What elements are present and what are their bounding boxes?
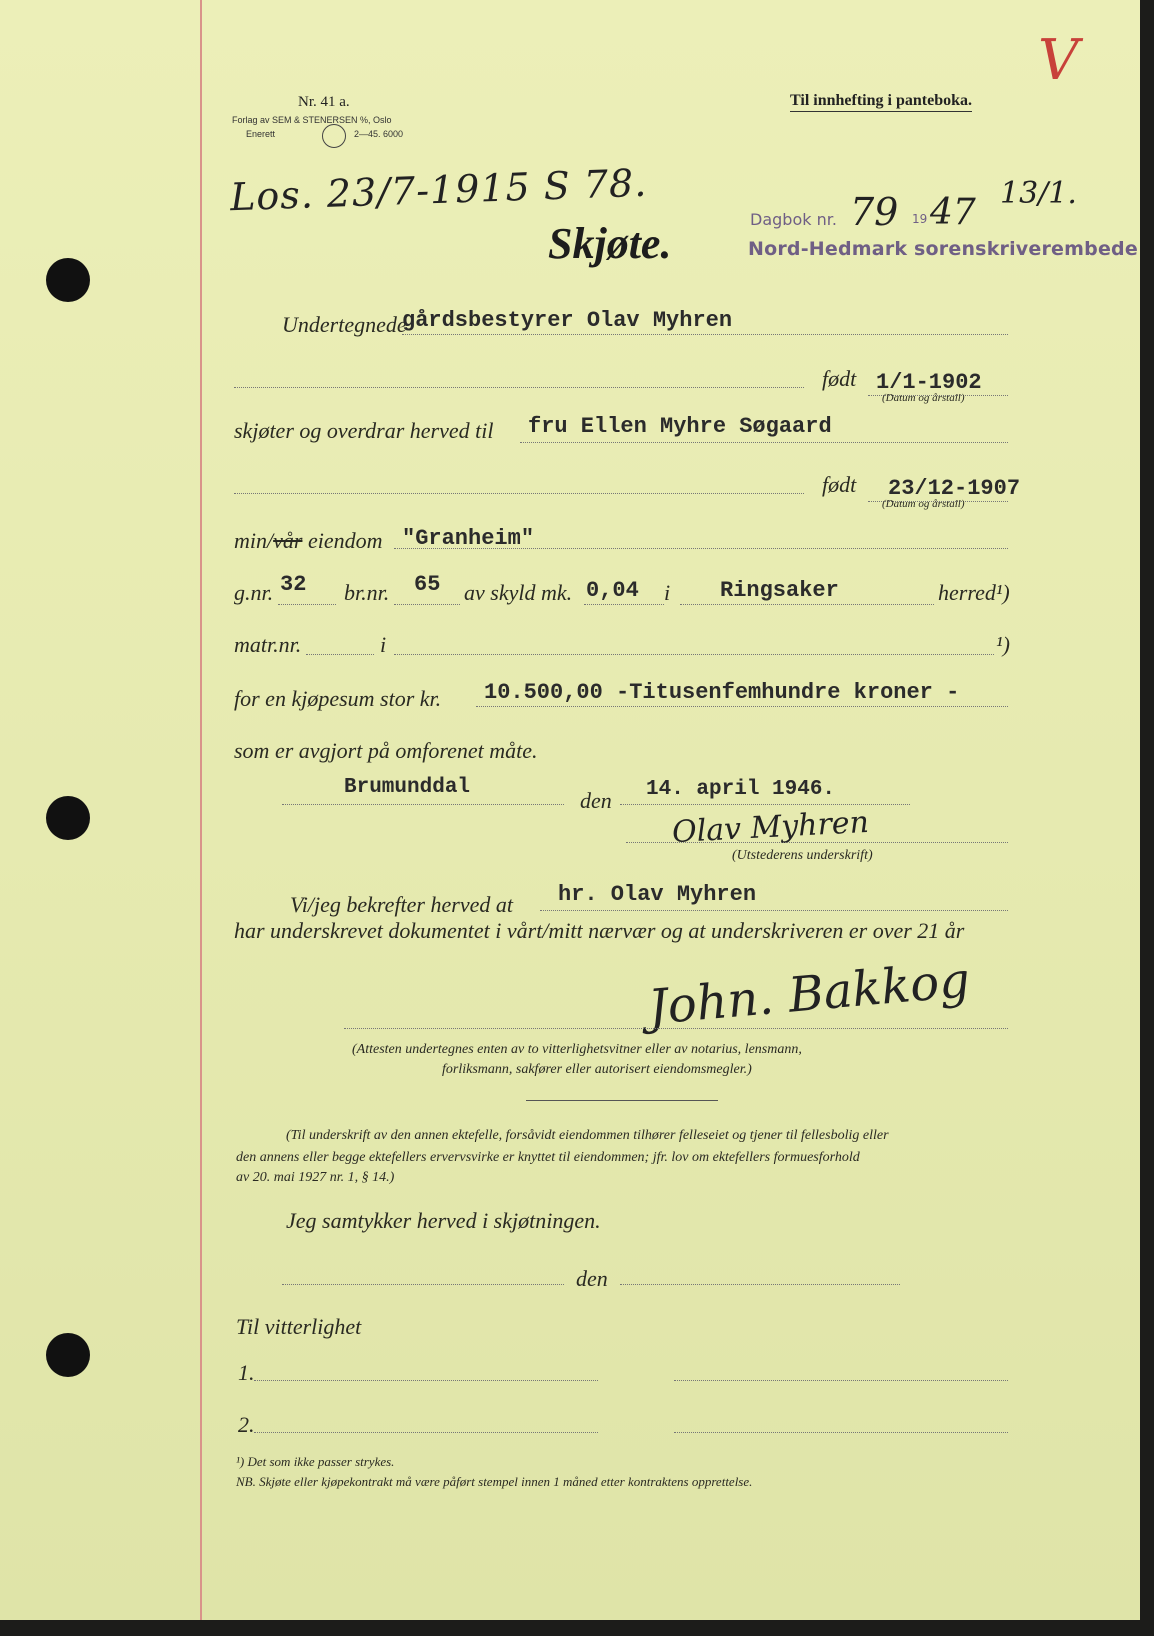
stamp-year-prefix: 19	[912, 212, 928, 226]
matr-line	[306, 654, 374, 655]
buyer-born-date: 23/12-1907	[888, 476, 1021, 501]
buyer-born-label: født	[822, 472, 857, 497]
spouse-consent: Jeg samtykker herved i skjøtningen.	[286, 1208, 601, 1233]
issuer-signature-line	[626, 842, 1008, 843]
witness-label: Vi/jeg bekrefter herved at	[290, 892, 513, 917]
vitterlighet-item-2: 2.	[238, 1412, 255, 1437]
herred-value: Ringsaker	[720, 578, 839, 603]
witness-note-line2: forliksmann, sakfører eller autorisert eiendomsmegler.)	[442, 1062, 752, 1077]
gnr-value: 32	[280, 572, 307, 597]
handwritten-reference: Los. 23/7-1915 S 78.	[229, 160, 648, 220]
witness-signature: John. Bakkog	[646, 952, 972, 1036]
seller-born-date: 1/1-1902	[876, 370, 982, 395]
price-label: for en kjøpesum stor kr.	[234, 686, 442, 711]
issuer-signature-caption: (Utstederens underskrift)	[732, 848, 873, 863]
section-divider	[526, 1100, 718, 1101]
vitterlighet-line-1a	[254, 1380, 598, 1381]
witness-statement: har underskrevet dokumentet i vårt/mitt nærvær og at underskriveren er over 21 år	[234, 918, 965, 943]
spouse-place-line	[282, 1284, 564, 1285]
check-mark: V	[1032, 28, 1085, 93]
matr-i-label: i	[380, 632, 387, 657]
punch-hole	[46, 796, 90, 840]
buyer-date-hint: (Datum og årstall)	[882, 498, 965, 510]
document-title: Skjøte.	[548, 219, 672, 268]
publisher-logo-icon	[322, 124, 346, 148]
spouse-date-line	[620, 1284, 900, 1285]
punch-hole	[46, 1333, 90, 1377]
brnr-line	[394, 604, 460, 605]
property-label-struck: vår	[273, 528, 303, 553]
skyld-value: 0,04	[586, 578, 639, 603]
publisher-line: Forlag av SEM & STENERSEN %, Oslo	[232, 115, 392, 125]
witness-note-line1: (Attesten undertegnes enten av to vitterlighetsvitner eller av notarius, lensmann,	[352, 1042, 802, 1057]
publisher-enerett: Enerett	[246, 129, 276, 139]
herred-i-label: i	[664, 580, 671, 605]
spouse-den: den	[576, 1266, 608, 1291]
price-line	[476, 706, 1008, 707]
stamp-dagbok-number: 79	[850, 190, 899, 234]
signing-place: Brumunddal	[344, 776, 471, 799]
property-label-suffix: eiendom	[307, 528, 383, 553]
stamp-year-suffix: 47	[930, 192, 976, 233]
matr-label: matr.nr.	[234, 632, 302, 657]
seller-name: gårdsbestyrer Olav Myhren	[402, 308, 733, 333]
property-label-prefix: min/	[234, 528, 274, 553]
property-name: "Granheim"	[402, 526, 535, 551]
buyer-line	[520, 442, 1008, 443]
stamp-office: Nord-Hedmark sorenskriverembede	[748, 238, 1138, 260]
seller-label: Undertegnede	[282, 312, 407, 337]
price-amount: 10.500,00 -Titusenfemhundre kroner -	[484, 680, 960, 705]
spouse-note-line1: (Til underskrift av den annen ektefelle, forsåvidt eiendommen tilhører felleseiet og tjener til fellesbolig eller	[286, 1128, 889, 1143]
punch-hole	[46, 258, 90, 302]
signing-den: den	[580, 788, 612, 813]
property-line	[394, 548, 1008, 549]
skyld-label: av skyld mk.	[464, 580, 573, 605]
stamp-dagbok-label: Dagbok nr.	[750, 210, 837, 229]
herred-line	[680, 604, 934, 605]
vitterlighet-line-2b	[674, 1432, 1008, 1433]
footnote-nb: NB. Skjøte eller kjøpekontrakt må være påført stempel innen 1 måned etter kontraktens opprettelse.	[236, 1474, 753, 1489]
vitterlighet-item-1: 1.	[238, 1360, 255, 1385]
seller-born-label: født	[822, 366, 857, 391]
gnr-label: g.nr.	[234, 580, 274, 605]
buyer-label: skjøter og overdrar herved til	[234, 418, 494, 443]
form-number: Nr. 41 a.	[298, 94, 350, 110]
matr-place-line	[394, 654, 994, 655]
red-margin-line	[200, 0, 202, 1620]
stamp-date-hand: 13/1.	[1000, 176, 1077, 211]
seller-date-hint: (Datum og årstall)	[882, 392, 965, 404]
buyer-birth-line-left	[234, 493, 804, 494]
witness-name: hr. Olav Myhren	[558, 882, 757, 907]
binding-note: Til innhefting i panteboka.	[790, 92, 972, 112]
matr-footnote-mark: ¹)	[996, 632, 1010, 657]
spouse-note-line2: den annens eller begge ektefellers ervervsvirke er knyttet til eiendommen; jfr. lov om ektefellers formuesforhold	[236, 1150, 860, 1165]
signing-date: 14. april 1946.	[646, 778, 836, 801]
vitterlighet-label: Til vitterlighet	[236, 1314, 362, 1339]
gnr-line	[278, 604, 336, 605]
price-settled: som er avgjort på omforenet måte.	[234, 738, 538, 763]
seller-line	[402, 334, 1008, 335]
skyld-line	[584, 604, 664, 605]
signing-place-line	[282, 804, 564, 805]
vitterlighet-line-1b	[674, 1380, 1008, 1381]
brnr-value: 65	[414, 572, 441, 597]
publisher-code: 2—45. 6000	[354, 129, 404, 139]
herred-label: herred¹)	[938, 580, 1010, 605]
spouse-note-line3: av 20. mai 1927 nr. 1, § 14.)	[236, 1170, 395, 1185]
property-label	[234, 528, 382, 554]
vitterlighet-line-2a	[254, 1432, 598, 1433]
witness-signature-line	[344, 1028, 1008, 1029]
brnr-label: br.nr.	[344, 580, 390, 605]
footnote-1: ¹) Det som ikke passer strykes.	[236, 1454, 395, 1469]
seller-birth-line-left	[234, 387, 804, 388]
witness-name-line	[540, 910, 1008, 911]
buyer-name: fru Ellen Myhre Søgaard	[528, 414, 832, 439]
issuer-signature: Olav Myhren	[671, 804, 870, 851]
